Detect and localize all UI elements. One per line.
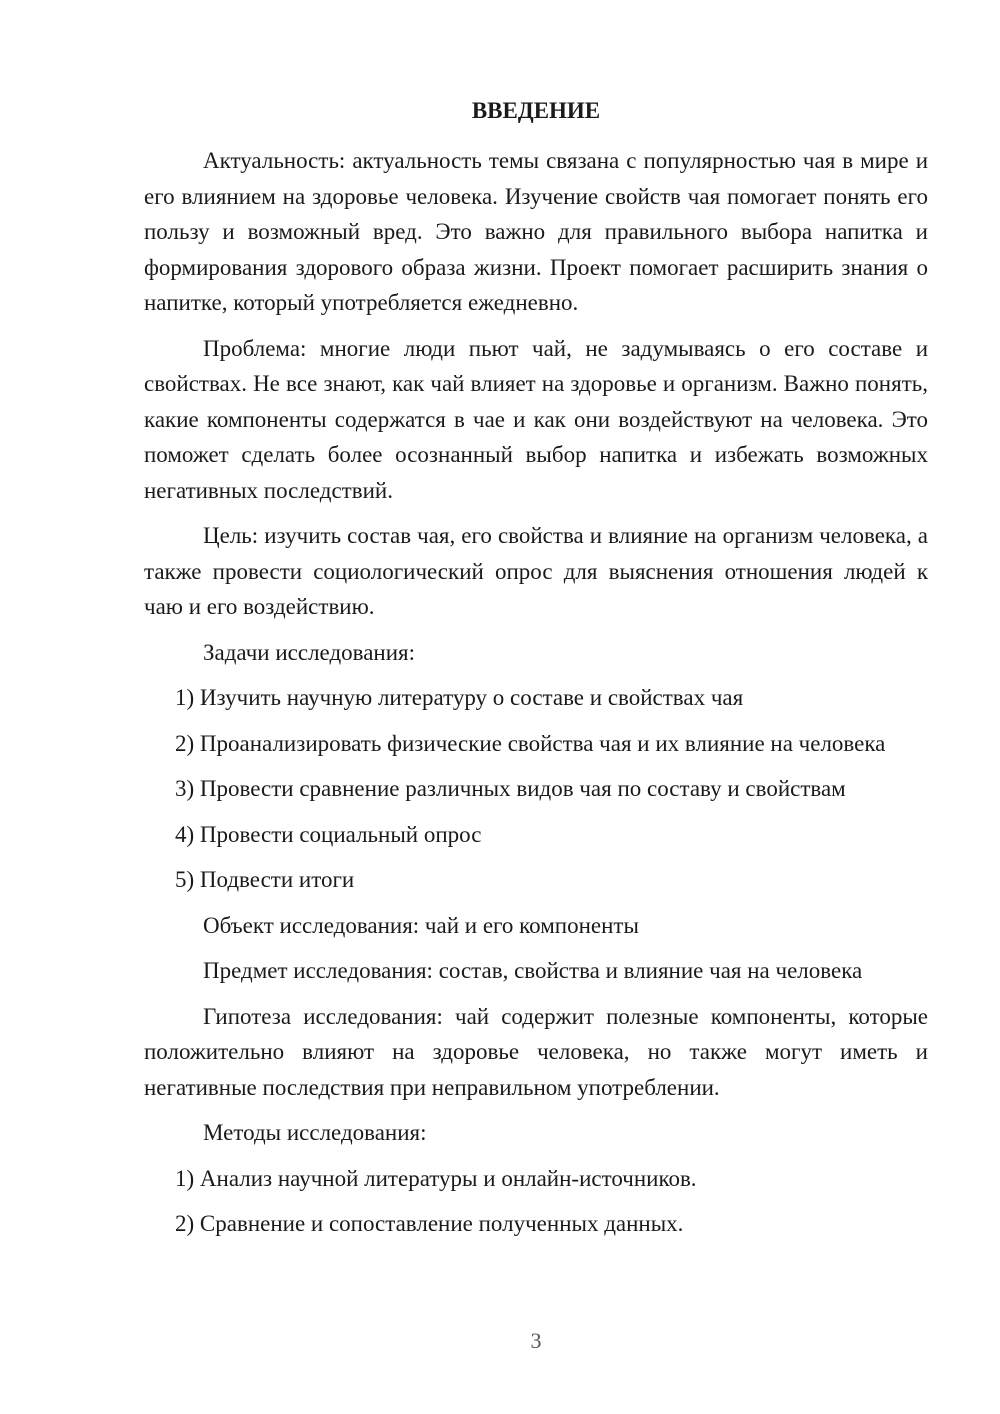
methods-title: Методы исследования: [203,1120,427,1145]
task-item-3: 3) Провести сравнение различных видов чая по составу и свойствам [175,776,846,801]
method-item-2: 2) Сравнение и сопоставление полученных данных. [175,1211,684,1236]
body-text [144,143,928,1252]
tasks-title: Задачи исследования: [203,639,416,665]
section-heading: ВВЕДЕНИЕ [471,98,601,123]
task-item-2: 2) Проанализировать физические свойства чая и их влияние на человека [175,730,886,756]
task-item-1: 1) Изучить научную литературу о составе и свойствах чая [175,685,744,710]
goal-paragraph: Цель: изучить состав чая, его свойства и влияние на организм человека, а также провести социологический опрос для выяснения отношения людей к чаю и его воздействию. [144,523,928,619]
relevance-paragraph: Актуальность: актуальность темы связана с популярностью чая в мире и его влиянием на здоровье человека. Изучение свойств чая помогает понять его пользу и возможный вред. Это важно для правильного выбора напитка и формирования здорового образа жизни. Проект помогает расширить знания о напитке, который употребляется ежедневно. [144,148,928,315]
hypothesis-paragraph: Гипотеза исследования: чай содержит полезные компоненты, которые положительно влияют на здоровье человека, но также могут иметь и негативные последствия при неправильном употреблении. [144,1003,928,1100]
task-item-5: 5) Подвести итоги [175,867,355,892]
page-number: 3 [530,1328,542,1353]
object-paragraph: Объект исследования: чай и его компоненты [203,912,639,938]
subject-paragraph: Предмет исследования: состав, свойства и влияние чая на человека [203,958,863,983]
method-item-1: 1) Анализ научной литературы и онлайн-источников. [175,1165,697,1191]
task-item-4: 4) Провести социальный опрос [175,821,482,847]
problem-paragraph: Проблема: многие люди пьют чай, не задумываясь о его составе и свойствах. Не все знают, как чай влияет на здоровье и организм. Важно понять, какие компоненты содержатся в чае и как они воздействуют на человека. Это поможет сделать более осознанный выбор напитка и избежать возможных негативных последствий. [144,335,928,503]
